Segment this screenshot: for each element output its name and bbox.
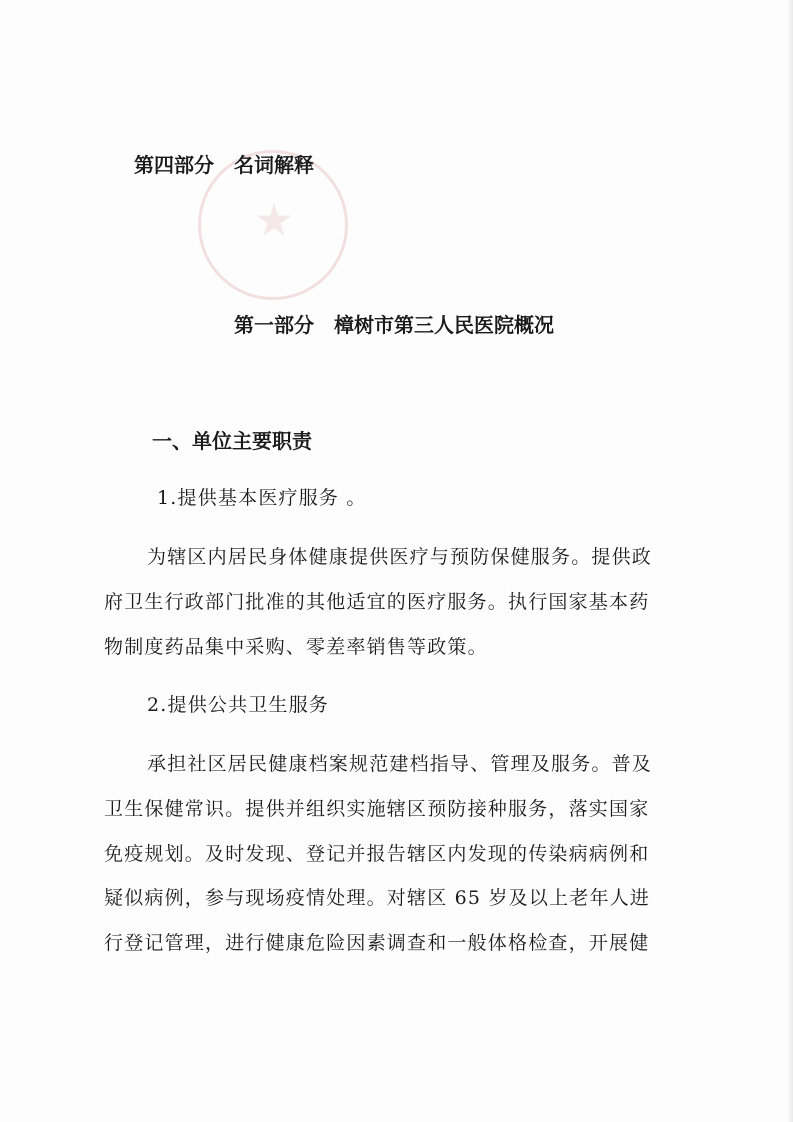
scan-edge-shadow: [787, 0, 793, 1122]
item2-line-1: 承担社区居民健康档案规范建档指导、管理及服务。普及: [147, 753, 653, 775]
item1-line-3: 物制度药品集中采购、零差率销售等政策。: [104, 636, 488, 658]
item2-line-4: 疑似病例，参与现场疫情处理。对辖区 65 岁及以上老年人进: [104, 887, 651, 909]
item2-title: 2.提供公共卫生服务: [147, 694, 330, 716]
item2-line-3: 免疫规划。及时发现、登记并报告辖区内发现的传染病病例和: [104, 843, 650, 865]
part1-title: 第一部分 樟树市第三人民医院概况: [234, 313, 554, 337]
item2-line-5: 行登记管理，进行健康危险因素调查和一般体格检查，开展健: [104, 932, 650, 954]
toc-part4-heading: 第四部分 名词解释: [134, 153, 314, 177]
item2-line-2: 卫生保健常识。提供并组织实施辖区预防接种服务，落实国家: [104, 798, 650, 820]
section1-heading: 一、单位主要职责: [152, 429, 312, 453]
item1-line-1: 为辖区内居民身体健康提供医疗与预防保健服务。提供政: [147, 546, 653, 568]
item1-line-2: 府卫生行政部门批准的其他适宜的医疗服务。执行国家基本药: [104, 591, 650, 613]
item1-title: 1.提供基本医疗服务 。: [157, 487, 367, 509]
